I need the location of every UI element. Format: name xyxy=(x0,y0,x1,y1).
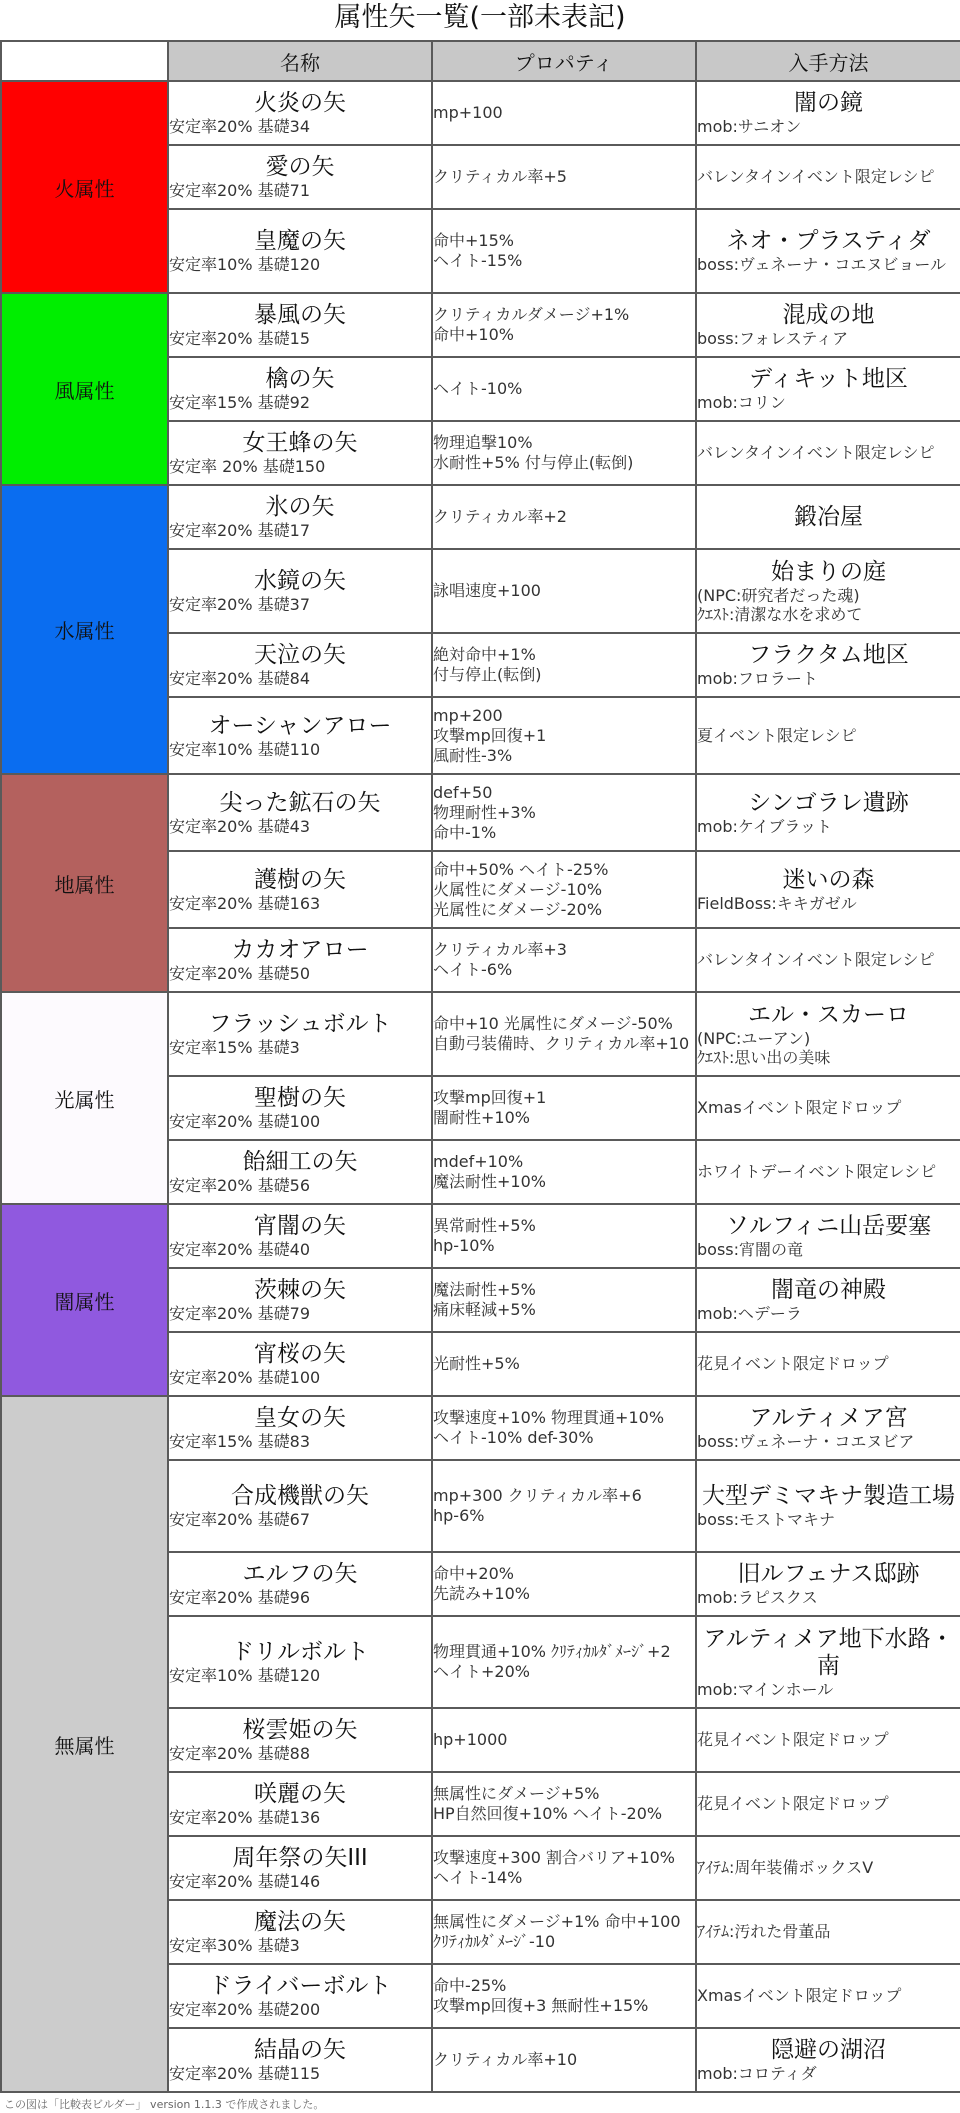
property-line: 命中-25% xyxy=(433,1976,507,1995)
property-line: 先読み+10% xyxy=(433,1584,530,1603)
arrow-stats: 安定率10% 基礎120 xyxy=(169,1666,321,1685)
source-cell xyxy=(696,1204,960,1268)
source-cell xyxy=(696,1616,960,1708)
arrow-stats: 安定率20% 基礎67 xyxy=(169,1510,311,1529)
source-location: ネオ・プラスティダ xyxy=(726,228,931,254)
source-note: ホワイトデーイベント限定レシピ xyxy=(697,1162,937,1181)
property-line: 命中-1% xyxy=(433,822,497,842)
property-line: 攻撃速度+10% 物理貫通+10% xyxy=(433,1408,665,1427)
source-note: 花見イベント限定ドロップ xyxy=(697,1794,889,1813)
property-line: 命中+10% xyxy=(433,325,514,344)
source-cell xyxy=(696,1268,960,1332)
table-row xyxy=(1,992,960,1076)
source-location: アルティメア宮 xyxy=(749,1405,908,1431)
property-cell xyxy=(432,549,696,633)
element-label-cell: 風属性 xyxy=(1,293,168,485)
property-line: 攻撃mp回復+1 xyxy=(433,1088,547,1107)
arrow-name: 宵闇の矢 xyxy=(254,1213,346,1239)
table-body xyxy=(1,81,960,2092)
arrow-name-cell xyxy=(168,1964,432,2028)
source-cell xyxy=(696,1460,960,1552)
arrow-stats: 安定率20% 基礎15 xyxy=(169,329,311,348)
property-cell xyxy=(432,1140,696,1204)
arrow-stats: 安定率20% 基礎200 xyxy=(169,2000,321,2019)
source-detail: mob:マインホール xyxy=(697,1679,834,1699)
property-cell xyxy=(432,81,696,145)
arrow-name: 女王蜂の矢 xyxy=(242,430,358,456)
source-detail: (NPC:研究者だった魂) xyxy=(697,585,860,605)
property-line: 水耐性+5% 付与停止(転倒) xyxy=(433,453,634,472)
source-detail: mob:コリン xyxy=(697,393,786,412)
property-line: 自動弓装備時、クリティカル率+10 xyxy=(433,1034,690,1053)
property-cell xyxy=(432,1552,696,1616)
arrow-stats: 安定率20% 基礎84 xyxy=(169,669,311,688)
property-line: クリティカル率+3 xyxy=(433,940,567,959)
property-cell xyxy=(432,1616,696,1708)
property-cell xyxy=(432,357,696,421)
arrow-stats: 安定率20% 基礎37 xyxy=(169,595,311,614)
arrow-name: 飴細工の矢 xyxy=(242,1149,358,1175)
property-line: 無属性にダメージ+5% xyxy=(433,1784,600,1803)
property-line: 付与停止(転倒) xyxy=(433,665,542,684)
property-line: mp+100 xyxy=(433,103,503,122)
source-note: 花見イベント限定ドロップ xyxy=(697,1354,889,1373)
arrow-name-cell xyxy=(168,1204,432,1268)
arrow-name: フラッシュボルト xyxy=(208,1011,392,1037)
source-location: 迷いの森 xyxy=(782,866,875,893)
arrow-stats: 安定率20% 基礎40 xyxy=(169,1240,311,1259)
arrow-stats: 安定率20% 基礎50 xyxy=(169,964,311,983)
source-location: 闇の鏡 xyxy=(794,90,863,116)
property-line: 異常耐性+5% xyxy=(433,1216,536,1235)
arrow-name: ドリルボルト xyxy=(231,1639,369,1665)
property-cell xyxy=(432,485,696,549)
property-line: ｸﾘﾃｨｶﾙﾀﾞﾒｰｼﾞ-10 xyxy=(433,1932,556,1951)
arrow-stats: 安定率15% 基礎92 xyxy=(169,393,311,412)
source-cell xyxy=(696,1332,960,1396)
property-line: mdef+10% xyxy=(433,1152,524,1171)
arrow-name: ドライバーボルト xyxy=(208,1973,392,1999)
source-note: 夏イベント限定レシピ xyxy=(697,725,857,745)
header-row xyxy=(1,41,960,81)
element-label-cell: 水属性 xyxy=(1,485,168,774)
arrow-name-cell xyxy=(168,1616,432,1708)
source-cell xyxy=(696,1076,960,1140)
property-line: mp+200 xyxy=(433,705,503,725)
property-line: ヘイト-6% xyxy=(433,960,513,979)
source-location: アルティメア地下水路・南 xyxy=(703,1625,954,1679)
arrow-stats: 安定率15% 基礎3 xyxy=(169,1038,300,1057)
source-cell xyxy=(696,774,960,851)
source-cell xyxy=(696,851,960,928)
source-detail: ｸｴｽﾄ:清潔な水を求めて xyxy=(697,604,863,624)
source-detail: boss:宵闇の竜 xyxy=(697,1240,804,1259)
property-cell xyxy=(432,992,696,1076)
source-cell xyxy=(696,81,960,145)
arrow-name: 茨棘の矢 xyxy=(254,1277,346,1303)
arrow-name-cell xyxy=(168,1140,432,1204)
property-line: 光耐性+5% xyxy=(433,1354,520,1373)
property-cell xyxy=(432,1396,696,1460)
source-location: シンゴラレ遺跡 xyxy=(748,789,909,816)
source-cell xyxy=(696,421,960,485)
source-cell xyxy=(696,1396,960,1460)
source-detail: boss:ヴェネーナ・コエヌビョール xyxy=(697,255,947,274)
property-cell xyxy=(432,851,696,928)
arrow-stats: 安定率20% 基礎71 xyxy=(169,181,311,200)
arrow-name-cell xyxy=(168,485,432,549)
table-row xyxy=(1,485,960,549)
source-detail: (NPC:ユーアン) xyxy=(697,1028,811,1048)
table-row xyxy=(1,1204,960,1268)
property-line: 闇耐性+10% xyxy=(433,1108,530,1127)
source-cell xyxy=(696,1900,960,1964)
property-line: クリティカル率+2 xyxy=(433,507,567,526)
arrow-stats: 安定率15% 基礎83 xyxy=(169,1432,311,1451)
property-line: 魔法耐性+5% xyxy=(433,1280,536,1299)
source-location: ディキット地区 xyxy=(749,366,908,392)
source-location: 旧ルフェナス邸跡 xyxy=(737,1561,920,1587)
arrow-name: 檎の矢 xyxy=(265,366,335,392)
property-line: ヘイト-10% def-30% xyxy=(433,1428,594,1447)
arrow-stats: 安定率20% 基礎96 xyxy=(169,1588,311,1607)
arrow-name: 護樹の矢 xyxy=(254,866,346,893)
table-row xyxy=(1,774,960,851)
header-property: プロパティ xyxy=(432,41,696,81)
arrow-stats: 安定率20% 基礎17 xyxy=(169,521,311,540)
property-line: 命中+10 光属性にダメージ-50% xyxy=(433,1014,673,1033)
arrow-name-cell xyxy=(168,2028,432,2092)
arrow-stats: 安定率20% 基礎34 xyxy=(169,117,311,136)
arrow-name: 桜雲姫の矢 xyxy=(242,1717,358,1743)
arrow-name: 咲麗の矢 xyxy=(254,1781,346,1807)
property-cell xyxy=(432,1268,696,1332)
arrow-name-cell xyxy=(168,357,432,421)
arrow-name: オーシャンアロー xyxy=(208,712,392,739)
arrow-name: 結晶の矢 xyxy=(254,2037,346,2063)
arrow-name-cell xyxy=(168,1836,432,1900)
property-line: ヘイト-15% xyxy=(433,251,523,270)
property-line: 無属性にダメージ+1% 命中+100 xyxy=(433,1912,681,1931)
table-row xyxy=(1,81,960,145)
source-cell xyxy=(696,1964,960,2028)
property-line: 光属性にダメージ-20% xyxy=(433,899,603,919)
arrow-name-cell xyxy=(168,1772,432,1836)
source-cell xyxy=(696,357,960,421)
property-line: 物理貫通+10% ｸﾘﾃｨｶﾙﾀﾞﾒｰｼﾞ+2 xyxy=(433,1642,671,1661)
source-cell xyxy=(696,697,960,774)
arrow-name-cell xyxy=(168,209,432,293)
element-label-cell: 闇属性 xyxy=(1,1204,168,1396)
arrow-name-cell xyxy=(168,1396,432,1460)
arrow-stats: 安定率20% 基礎43 xyxy=(169,816,311,836)
arrow-name-cell xyxy=(168,81,432,145)
property-line: 物理耐性+3% xyxy=(433,802,536,822)
property-cell xyxy=(432,145,696,209)
property-cell xyxy=(432,1772,696,1836)
element-label-cell: 地属性 xyxy=(1,774,168,992)
table-row xyxy=(1,293,960,357)
arrow-stats: 安定率20% 基礎100 xyxy=(169,1368,321,1387)
source-detail: mob:サニオン xyxy=(697,117,802,136)
source-note: バレンタインイベント限定レシピ xyxy=(697,167,935,186)
arrow-name-cell xyxy=(168,1552,432,1616)
property-cell xyxy=(432,1708,696,1772)
source-cell xyxy=(696,1140,960,1204)
source-note: Xmasイベント限定ドロップ xyxy=(697,1986,902,2005)
source-cell xyxy=(696,293,960,357)
arrow-name: 愛の矢 xyxy=(265,154,335,180)
arrow-name-cell xyxy=(168,1076,432,1140)
arrow-name-cell xyxy=(168,1900,432,1964)
arrow-name-cell xyxy=(168,145,432,209)
arrow-name: 火炎の矢 xyxy=(254,90,346,116)
property-line: 詠唱速度+100 xyxy=(433,581,541,600)
source-note: ｱｲﾃﾑ:周年装備ボックスV xyxy=(697,1858,874,1877)
arrow-name: 尖った鉱石の矢 xyxy=(219,789,381,816)
source-location: 鍛冶屋 xyxy=(794,503,863,530)
arrow-stats: 安定率20% 基礎79 xyxy=(169,1304,311,1323)
source-location: エル・スカーロ xyxy=(748,1001,909,1028)
source-cell xyxy=(696,1708,960,1772)
source-detail: boss:ヴェネーナ・コエヌビア xyxy=(697,1432,915,1451)
arrow-name: 魔法の矢 xyxy=(254,1909,346,1935)
arrow-name: カカオアロー xyxy=(231,937,369,963)
arrow-name: エルフの矢 xyxy=(242,1561,358,1587)
arrow-stats: 安定率20% 基礎146 xyxy=(169,1872,321,1891)
property-line: hp-10% xyxy=(433,1236,495,1255)
property-line: hp+1000 xyxy=(433,1730,508,1749)
property-line: クリティカルダメージ+1% xyxy=(433,305,630,324)
arrow-name-cell xyxy=(168,1708,432,1772)
arrow-stats: 安定率20% 基礎100 xyxy=(169,1112,321,1131)
arrow-name: 皇女の矢 xyxy=(254,1405,346,1431)
source-cell xyxy=(696,1772,960,1836)
element-label-cell: 無属性 xyxy=(1,1396,168,2092)
arrow-table xyxy=(0,40,960,2093)
arrow-name: 聖樹の矢 xyxy=(254,1085,346,1111)
source-location: 始まりの庭 xyxy=(771,558,886,585)
arrow-stats: 安定率20% 基礎115 xyxy=(169,2064,321,2083)
source-location: 大型デミマキナ製造工場 xyxy=(702,1483,955,1509)
source-detail: boss:モストマキナ xyxy=(697,1510,836,1529)
source-cell xyxy=(696,549,960,633)
arrow-name-cell xyxy=(168,774,432,851)
header-corner xyxy=(1,41,168,81)
property-line: mp+300 クリティカル率+6 xyxy=(433,1486,642,1505)
arrow-name-cell xyxy=(168,549,432,633)
property-cell xyxy=(432,633,696,697)
property-cell xyxy=(432,774,696,851)
arrow-name: 皇魔の矢 xyxy=(254,228,346,254)
arrow-stats: 安定率20% 基礎163 xyxy=(169,893,321,913)
source-location: 闇竜の神殿 xyxy=(771,1277,886,1303)
property-line: 命中+20% xyxy=(433,1564,514,1583)
table-row xyxy=(1,1396,960,1460)
property-line: 痛床軽減+5% xyxy=(433,1300,536,1319)
property-cell xyxy=(432,928,696,992)
arrow-name: 周年祭の矢III xyxy=(232,1845,368,1871)
footer-note: この図は「比較表ビルダー」 version 1.1.3 で作成されました。 xyxy=(4,2098,325,2111)
arrow-name-cell xyxy=(168,293,432,357)
source-detail: mob:コロティダ xyxy=(697,2064,817,2083)
arrow-name: 氷の矢 xyxy=(265,494,335,520)
property-line: 攻撃速度+300 割合バリア+10% xyxy=(433,1848,676,1867)
source-location: 混成の地 xyxy=(782,302,875,328)
arrow-stats: 安定率10% 基礎120 xyxy=(169,255,321,274)
property-line: クリティカル率+5 xyxy=(433,167,567,186)
element-label-cell: 火属性 xyxy=(1,81,168,293)
source-location: ソルフィニ山岳要塞 xyxy=(725,1213,932,1239)
source-detail: boss:フォレスティア xyxy=(697,329,849,348)
source-cell xyxy=(696,633,960,697)
property-cell xyxy=(432,421,696,485)
page-title: 属性矢一覧(一部未表記) xyxy=(334,2,626,33)
property-cell xyxy=(432,1332,696,1396)
property-line: 命中+50% ヘイト-25% xyxy=(433,859,609,879)
arrow-name: 天泣の矢 xyxy=(254,642,346,668)
arrow-name-cell xyxy=(168,1460,432,1552)
property-cell xyxy=(432,1900,696,1964)
source-note: 花見イベント限定ドロップ xyxy=(697,1730,889,1749)
property-cell xyxy=(432,1964,696,2028)
source-location: 隠避の湖沼 xyxy=(771,2037,886,2063)
property-line: HP自然回復+10% ヘイト-20% xyxy=(433,1804,663,1823)
property-line: def+50 xyxy=(433,782,493,802)
property-line: 物理追撃10% xyxy=(433,433,533,452)
property-line: 火属性にダメージ-10% xyxy=(433,879,603,899)
source-detail: ｸｴｽﾄ:思い出の美味 xyxy=(697,1047,831,1067)
arrow-name-cell xyxy=(168,1268,432,1332)
source-cell xyxy=(696,1836,960,1900)
arrow-name: 合成機獣の矢 xyxy=(231,1483,369,1509)
arrow-name-cell xyxy=(168,421,432,485)
source-detail: mob:ヘデーラ xyxy=(697,1304,802,1323)
source-note: バレンタインイベント限定レシピ xyxy=(697,950,935,969)
arrow-stats: 安定率20% 基礎88 xyxy=(169,1744,311,1763)
property-line: 攻撃mp回復+3 無耐性+15% xyxy=(433,1996,649,2015)
source-detail: mob:ラピスクス xyxy=(697,1588,818,1607)
source-cell xyxy=(696,209,960,293)
arrow-name-cell xyxy=(168,928,432,992)
property-line: 命中+15% xyxy=(433,231,514,250)
arrow-name-cell xyxy=(168,633,432,697)
property-line: クリティカル率+10 xyxy=(433,2050,578,2069)
source-detail: FieldBoss:キキガゼル xyxy=(697,893,857,913)
arrow-name: 宵桜の矢 xyxy=(254,1341,346,1367)
header-name: 名称 xyxy=(168,41,432,81)
source-location: フラクタム地区 xyxy=(748,642,909,668)
source-detail: mob:フロラート xyxy=(697,669,818,688)
property-line: 魔法耐性+10% xyxy=(433,1172,546,1191)
property-line: 風耐性-3% xyxy=(433,745,513,765)
property-cell xyxy=(432,1836,696,1900)
arrow-name-cell xyxy=(168,992,432,1076)
source-cell xyxy=(696,145,960,209)
source-cell xyxy=(696,992,960,1076)
arrow-stats: 安定率20% 基礎56 xyxy=(169,1176,311,1195)
header-source: 入手方法 xyxy=(696,41,960,81)
property-cell xyxy=(432,209,696,293)
source-cell xyxy=(696,485,960,549)
arrow-stats: 安定率20% 基礎136 xyxy=(169,1808,321,1827)
arrow-name-cell xyxy=(168,851,432,928)
source-detail: mob:ケイブラット xyxy=(697,816,833,836)
property-line: 攻撃mp回復+1 xyxy=(433,725,547,745)
arrow-stats: 安定率30% 基礎3 xyxy=(169,1936,300,1955)
property-cell xyxy=(432,1204,696,1268)
source-note: ｱｲﾃﾑ:汚れた骨董品 xyxy=(697,1922,831,1941)
property-cell xyxy=(432,697,696,774)
property-line: ヘイト-10% xyxy=(433,379,523,398)
source-cell xyxy=(696,2028,960,2092)
property-line: 絶対命中+1% xyxy=(433,645,536,664)
arrow-stats: 安定率 20% 基礎150 xyxy=(169,457,326,476)
source-cell xyxy=(696,928,960,992)
property-cell xyxy=(432,2028,696,2092)
arrow-name-cell xyxy=(168,1332,432,1396)
arrow-stats: 安定率10% 基礎110 xyxy=(169,739,321,759)
property-line: ヘイト+20% xyxy=(433,1662,530,1681)
property-line: ヘイト-14% xyxy=(433,1868,523,1887)
source-cell xyxy=(696,1552,960,1616)
arrow-name: 水鏡の矢 xyxy=(254,568,346,594)
property-cell xyxy=(432,1460,696,1552)
property-line: hp-6% xyxy=(433,1506,485,1525)
source-note: Xmasイベント限定ドロップ xyxy=(697,1098,902,1117)
element-label-cell: 光属性 xyxy=(1,992,168,1204)
property-cell xyxy=(432,293,696,357)
arrow-name-cell xyxy=(168,697,432,774)
source-note: バレンタインイベント限定レシピ xyxy=(697,443,935,462)
property-cell xyxy=(432,1076,696,1140)
arrow-name: 暴風の矢 xyxy=(254,302,346,328)
